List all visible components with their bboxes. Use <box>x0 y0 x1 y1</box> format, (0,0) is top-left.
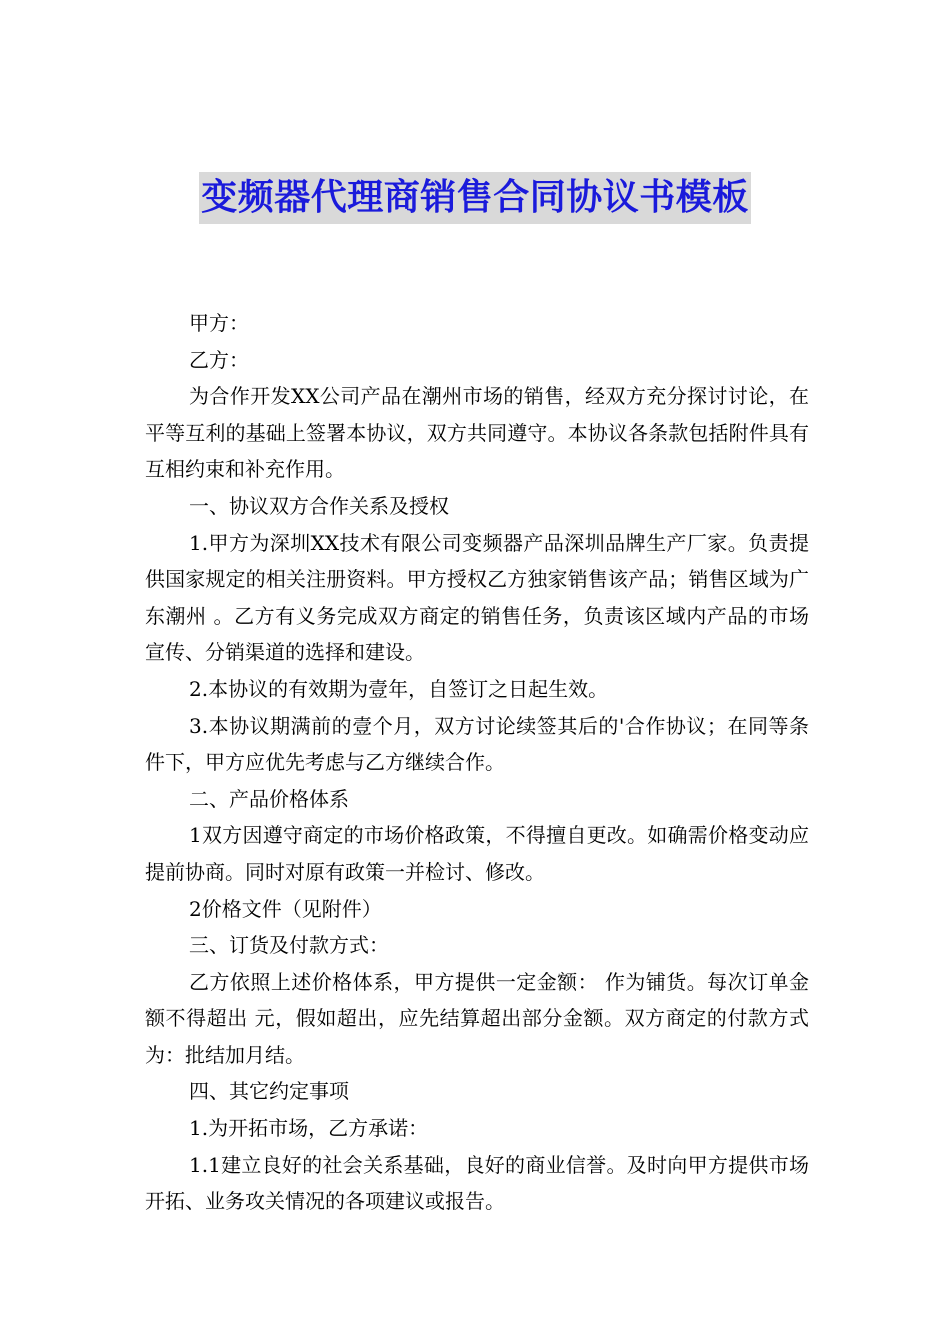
clause-3-1: 乙方依照上述价格体系，甲方提供一定金额： 作为铺货。每次订单金额不得超出 元，假如超出，应先结算超出部分金额。双方商定的付款方式为：批结加月结。 <box>145 969 809 1067</box>
title-container <box>0 172 950 224</box>
clause-2-1: 1双方因遵守商定的市场价格政策，不得擅自更改。如确需价格变动应提前协商。同时对原有政策一并检讨、修改。 <box>145 823 809 884</box>
section-heading-4: 四、其它约定事项 <box>189 1079 349 1104</box>
section-heading-1: 一、协议双方合作关系及授权 <box>189 493 449 518</box>
clause-1-2: 2.本协议的有效期为壹年，自签订之日起生效。 <box>189 676 609 701</box>
section-heading-3: 三、订货及付款方式： <box>189 933 389 958</box>
document-body <box>145 305 809 1220</box>
paragraph-party-b: 乙方： <box>189 347 249 372</box>
clause-1-3: 3.本协议期满前的壹个月，双方讨论续签其后的'合作协议；在同等条件下，甲方应优先考虑与乙方继续合作。 <box>145 713 809 775</box>
paragraph-party-a: 甲方： <box>189 311 249 335</box>
clause-1-1: 1.甲方为深圳XX技术有限公司变频器产品深圳品牌生产厂家。负责提供国家规定的相关注册资料。甲方授权乙方独家销售该产品；销售区域为广东潮州 。乙方有义务完成双方商定的销售任务，负责该区域内产品的市场宣传、分销渠道的选择和建设。 <box>145 530 809 665</box>
section-heading-2: 二、产品价格体系 <box>189 786 349 811</box>
clause-4-1: 1.为开拓市场，乙方承诺： <box>189 1116 429 1141</box>
clause-4-1-1: 1.1建立良好的社会关系基础，良好的商业信誉。及时向甲方提供市场开拓、业务攻关情况的各项建议或报告。 <box>145 1152 809 1214</box>
paragraph-preamble: 为合作开发XX公司产品在潮州市场的销售，经双方充分探讨讨论，在平等互利的基础上签署本协议，双方共同遵守。本协议各条款包括附件具有互相约束和补充作用。 <box>145 384 809 482</box>
clause-2-2: 2价格文件（见附件） <box>189 896 382 921</box>
document-title: 变频器代理商销售合同协议书模板 <box>199 172 751 224</box>
